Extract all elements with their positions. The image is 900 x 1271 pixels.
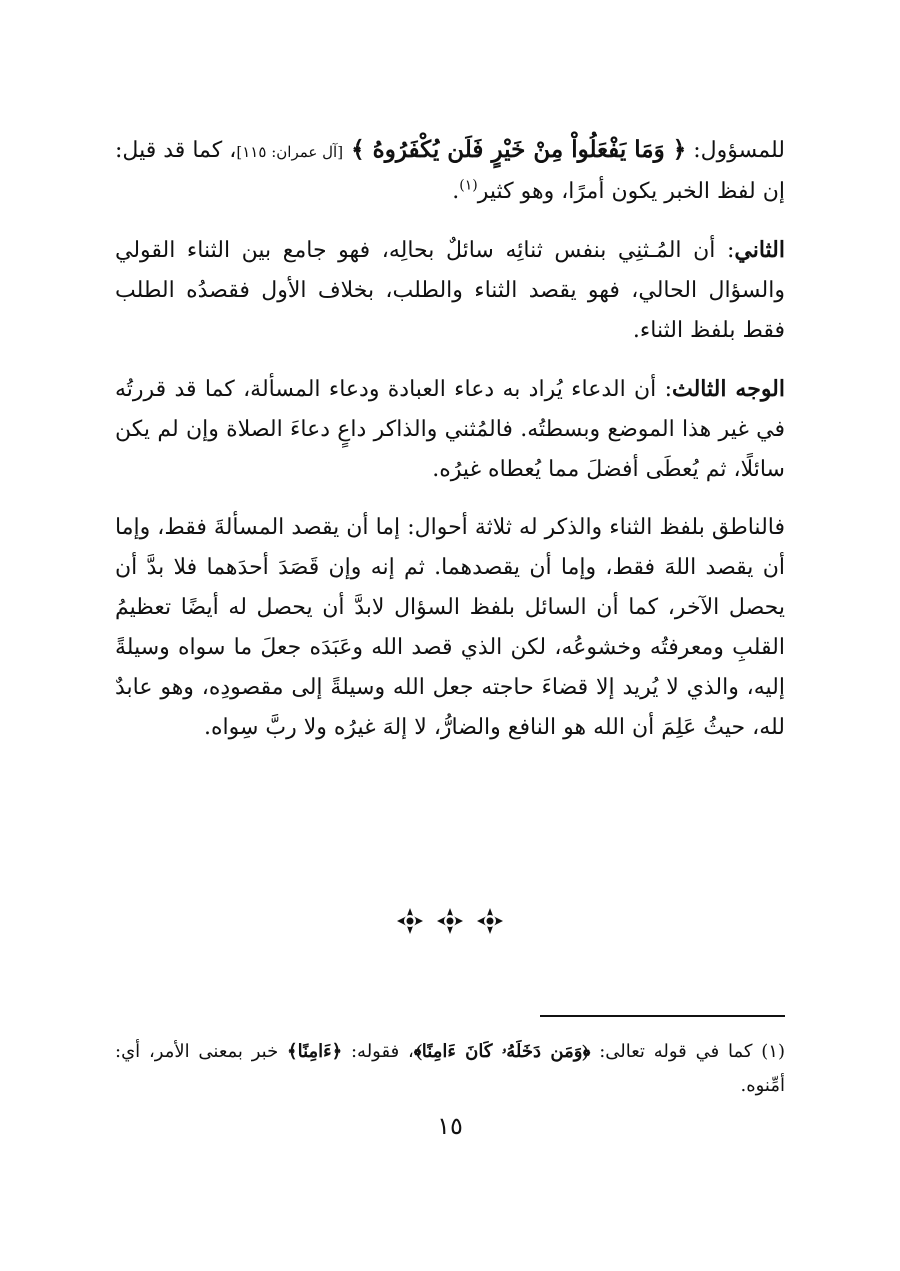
footnote-quran-2: ﴿ءَامِنًا﴾ [287, 1041, 343, 1062]
section-ornaments [0, 908, 900, 934]
quran-text: وَمَا يَفْعَلُواْ مِنْ خَيْرٍ فَلَن يُكْفَرُوهُ [372, 136, 665, 163]
footnote-quran-1: ﴿وَمَن دَخَلَهُۥ كَانَ ءَامِنًا﴾ [413, 1041, 591, 1062]
page-number: ١٥ [437, 1112, 463, 1140]
p2-text: : أن المُـثنِي بنفس ثنائِه سائلٌ بحالِه، فهو جامع بين الثناء القولي والسؤال الحالي، فهو يقصد الثناء والطلب، بخلاف الأول فقصدُه الطلب فقط بلفظ الثناء. [115, 238, 785, 343]
quran-open-bracket: ﴿ [672, 136, 687, 163]
ornament-flower-icon [477, 908, 503, 934]
p1-after: ، كما قد قيل: إن لفظ الخبر يكون أمرًا، وهو كثير [115, 138, 785, 204]
paragraph-1 [115, 130, 785, 212]
p2-lead: الثاني [734, 237, 785, 263]
footnote-before: كما في قوله تعالى: [590, 1041, 762, 1062]
p3-lead: الوجه الثالث [671, 376, 785, 402]
footnote-middle: ، فقوله: [342, 1041, 414, 1062]
p4-text: فالناطق بلفظ الثناء والذكر له ثلاثة أحوال: إما أن يقصد المسألةَ فقط، وإما أن يقصد اللهَ فقط، وإما أن يقصدهما. ثم إنه وإن قَصَدَ أحدَهما فلا بدَّ أن يحصل الآخر، كما أن السائل بلفظ السؤال لابدَّ أن يحصل له أيضًا تعظيمُ القلبِ ومعرفتُه وخشوعُه، لكن الذي قصد الله وعَبَدَه جعلَ ما سواه وسيلةً إليه، والذي لا يُريد إلا قضاءَ حاجته جعل الله وسيلةً إلى مقصودِه، وهو عابدٌ لله، حيثُ عَلِمَ أن الله هو النافع والضارُّ، لا إلهَ غيرُه ولا ربَّ سِواه. [115, 515, 785, 740]
footnote-1 [115, 1035, 785, 1103]
footnote-divider [540, 1015, 785, 1017]
ornament-flower-icon [437, 908, 463, 934]
p1-end: . [452, 179, 460, 204]
main-text [115, 130, 785, 766]
quran-verse [343, 136, 686, 163]
paragraph-2 [115, 230, 785, 351]
verse-reference: [آل عمران: ١١٥] [236, 143, 344, 161]
footnote-marker[interactable]: (١) [459, 177, 478, 194]
quran-close-bracket: ﴾ [351, 136, 365, 163]
p3-text: : أن الدعاء يُراد به دعاء العبادة ودعاء المسألة، كما قد قررتُه في غير هذا الموضع وبسطتُه. فالمُثني والذاكر داعٍ دعاءَ الصلاة وإن لم يكن سائلًا، ثم يُعطَى أفضلَ مما يُعطاه غيرُه. [115, 377, 785, 482]
paragraph-3 [115, 369, 785, 490]
footnotes [115, 1035, 785, 1103]
paragraph-4 [115, 508, 785, 748]
ornament-flower-icon [397, 908, 423, 934]
footnote-after: خبر بمعنى الأمر، أي: أمِّنوه. [115, 1041, 785, 1096]
p1-before: للمسؤول: [686, 138, 785, 163]
footnote-number: (١) [761, 1041, 785, 1062]
